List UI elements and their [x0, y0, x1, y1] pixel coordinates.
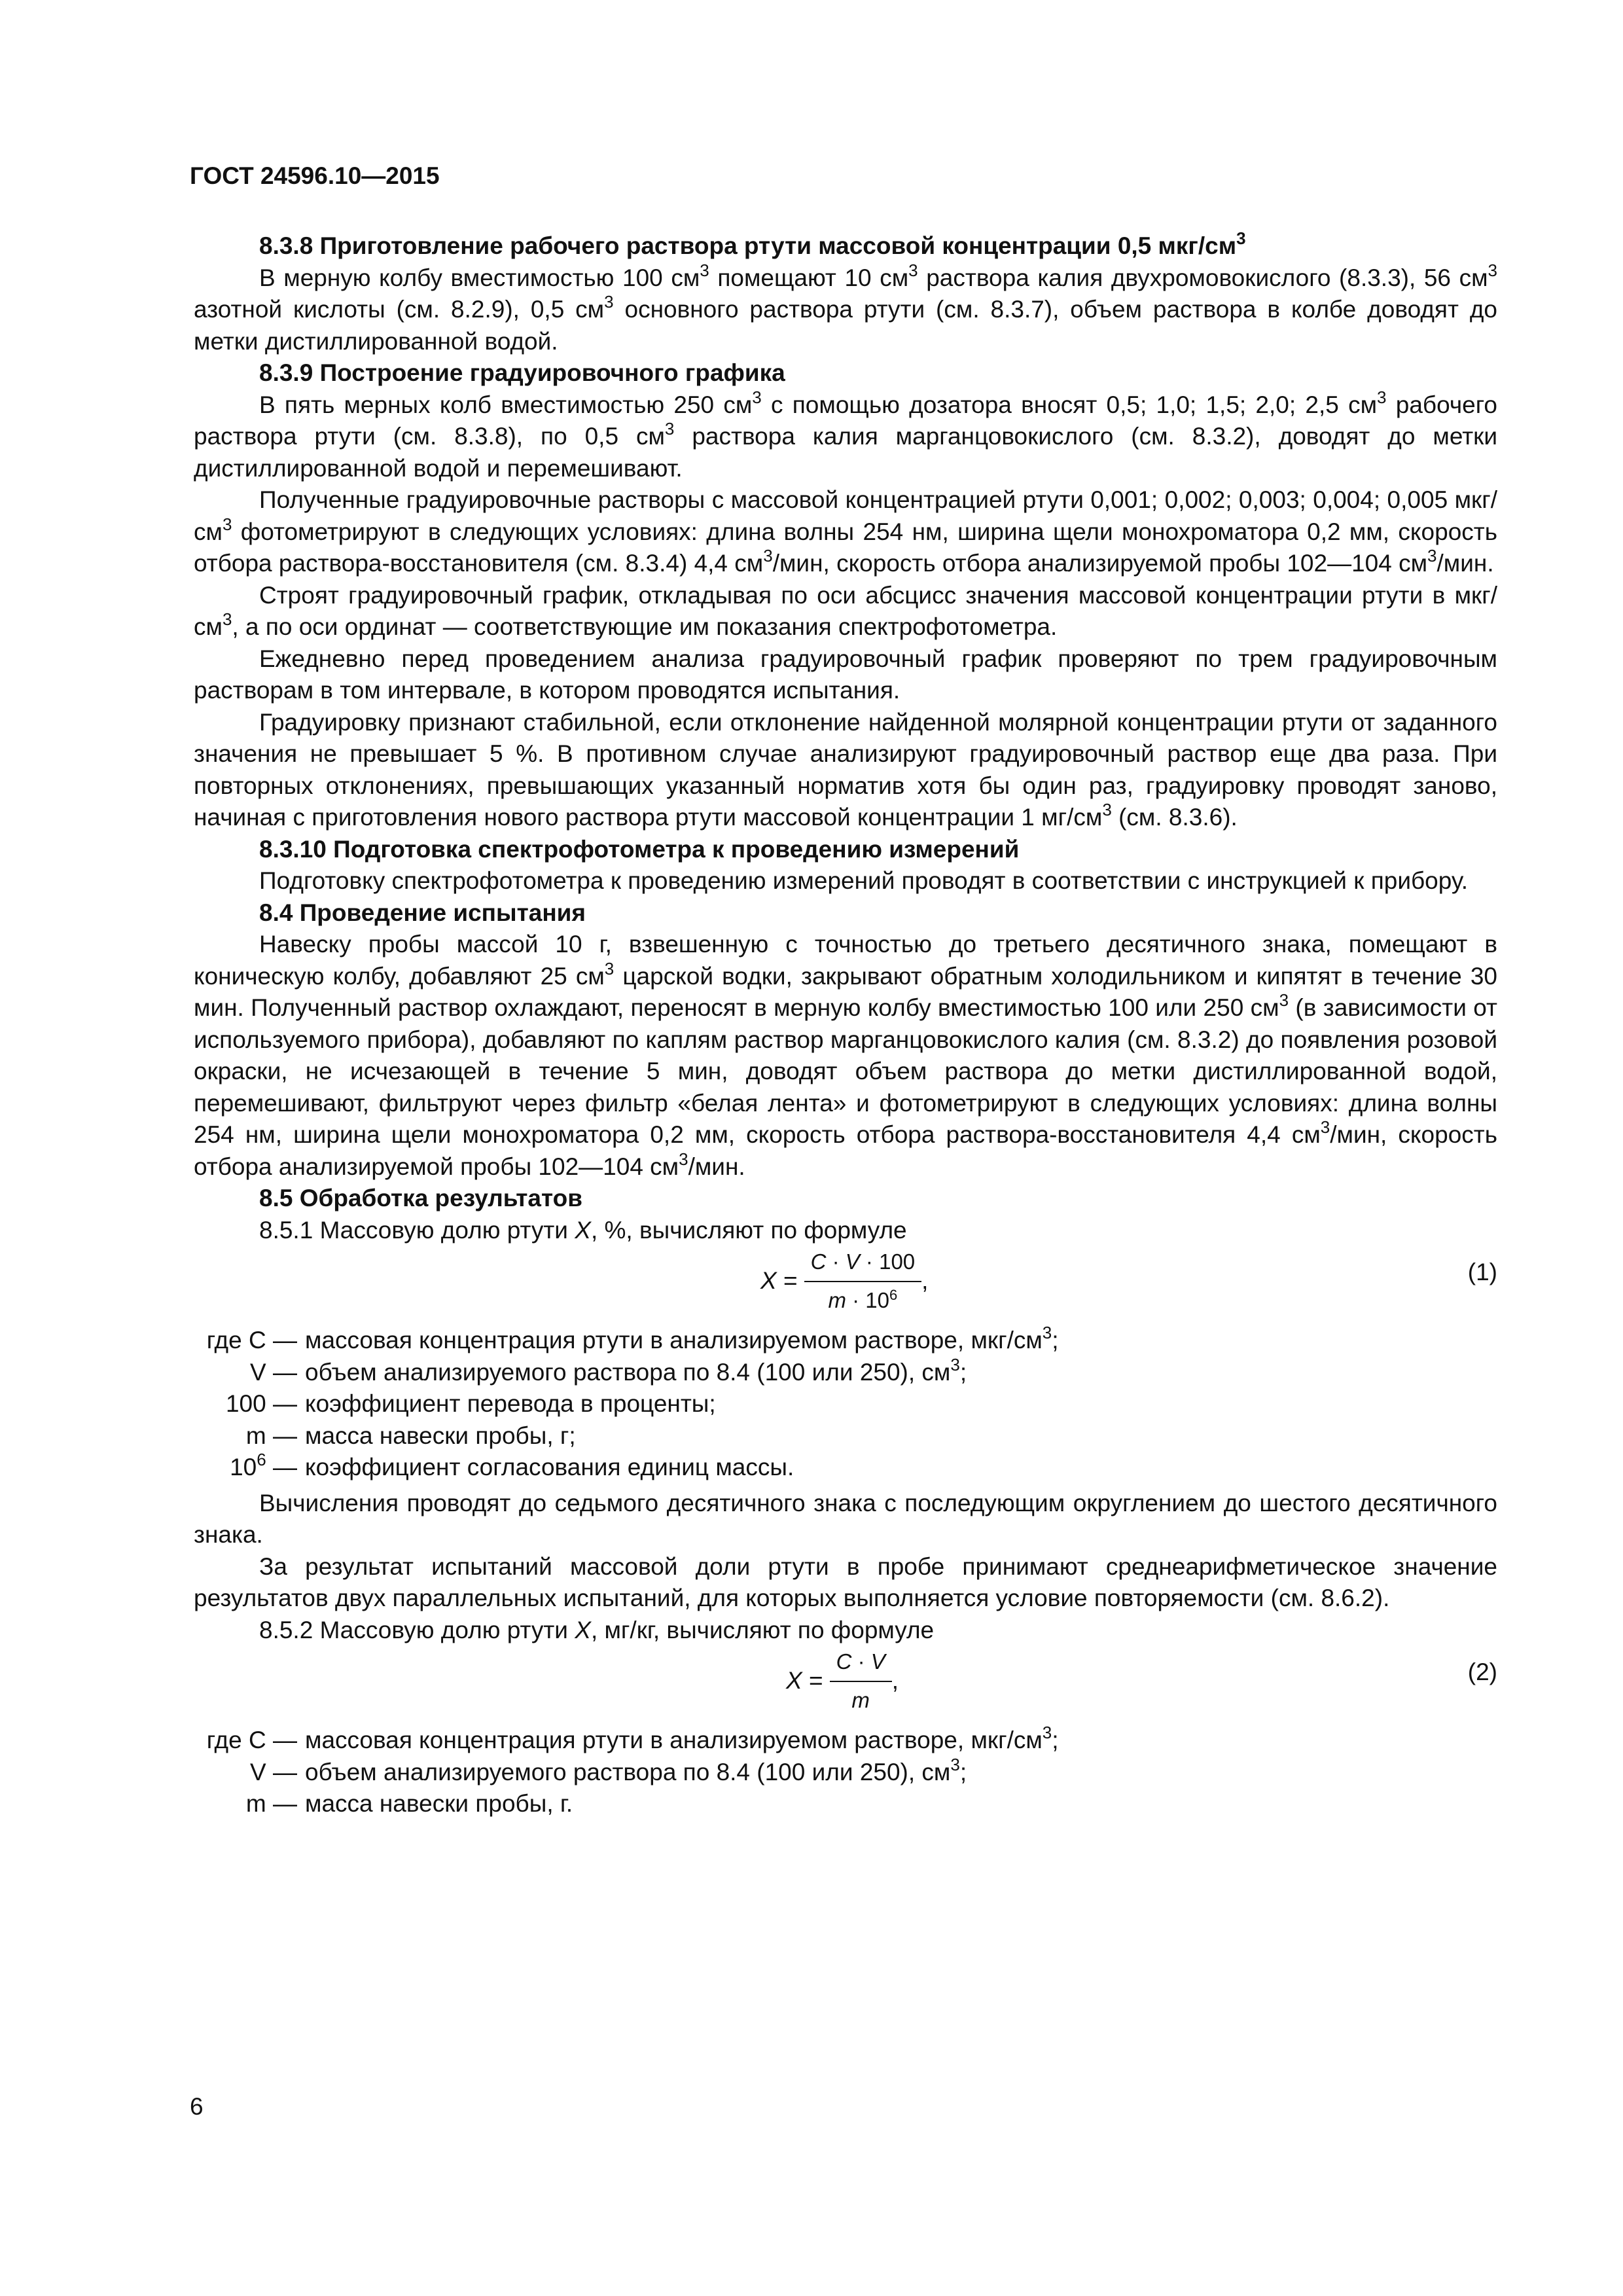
formula-1	[194, 1246, 1497, 1318]
where-item: V — объем анализируемого раствора по 8.4 (100 или 250), $см^3$;	[250, 1754, 967, 1785]
heading-8-3-9: 8.3.9 Построение градуировочного графика	[259, 359, 785, 386]
paragraph: Подготовку спектрофотометра к проведению измерений проводят в соответствии с инструкцией к прибору.	[259, 867, 1469, 894]
paragraph-8-5-2: 8.5.2 Массовую долю ртути X, мг/кг, вычисляют по формуле	[259, 1616, 935, 1643]
where-item: 100 — коэффициент перевода в проценты;	[225, 1390, 716, 1417]
formula-1-fraction	[804, 1246, 922, 1316]
paragraph: Строят градуировочный график, откладывая по оси абсцисс значения массовой концентрации ртути в мкг/$см^3$, а по оси ординат — соответствующие им показания спектрофотометра.	[194, 581, 1497, 640]
paragraph: Ежедневно перед проведением анализа градуировочный график проверяют по трем градуировочным растворам в том интервале, в котором проводятся испытания.	[194, 645, 1497, 704]
paragraph: В мерную колбу вместимостью 100 $см^3$ помещают 10 $см^3$ раствора калия двухромовокислого (8.3.3), 56 $см^3$ азотной кислоты (см. 8.2.9), 0,5 $см^3$ основного раствора ртути (см. 8.3.7), объем раствора в колбе доводят до метки дистиллированной водой.	[194, 260, 1498, 355]
paragraph: Градуировку признают стабильной, если отклонение найденной молярной концентрации ртути от заданного значения не превышает 5 %. В противном случае анализируют градуировочный раствор еще два раза. При повторных отклонениях, превышающих указанный норматив хотя бы один раз, градуировку проводят заново, начиная с приготовления нового раствора ртути массовой концентрации 1 $мг/см^3$ (см. 8.3.6).	[194, 708, 1497, 831]
paragraph: Вычисления проводят до седьмого десятичного знака с последующим округлением до шестого десятичного знака.	[194, 1489, 1497, 1548]
paragraph: Навеску пробы массой 10 г, взвешенную с точностью до третьего десятичного знака, помещают в коническую колбу, добавляют 25 $см^3$ царской водки, закрывают обратным холодильником и кипятят в течение 30 мин. Полученный раствор охлаждают, переносят в мерную колбу вместимостью 100 или 250 $см^3$ (в зависимости от используемого прибора), добавляют по каплям раствор марганцовокислого калия (см. 8.3.2) до появления розовой окраски, не исчезающей в течение 5 мин, доводят объем раствора до метки дистиллированной водой, перемешивают, фильтруют через фильтр «белая лента» и фотометрируют в следующих условиях: длина волны 254 нм, ширина щели монохроматора 0,2 мм, скорость отбора раствора-восстановителя 4,4 $см^3$/мин, скорость отбора анализируемой пробы 102—104 $см^3$/мин.	[194, 931, 1497, 1180]
page-number: 6	[190, 2093, 204, 2120]
equation-number-1: (1)	[1467, 1259, 1497, 1285]
formula-1-numerator: C · V · 100	[804, 1246, 922, 1282]
formula-2	[194, 1646, 1497, 1718]
paragraph: В пять мерных колб вместимостью 250 $см^3$ с помощью дозатора вносят 0,5; 1,0; 1,5; 2,0; 2,5 $см^3$ рабочего раствора ртути (см. 8.3.8), по 0,5 $см^3$ раствора калия марганцовокислого (см. 8.3.2), доводят до метки дистиллированной водой и перемешивают.	[194, 387, 1497, 482]
formula-2-denominator: m	[851, 1687, 870, 1712]
equation-number-2: (2)	[1467, 1659, 1497, 1685]
heading-8-3-8: 8.3.8 Приготовление рабочего раствора ртути массовой концентрации 0,5 мкг/$см^3$	[259, 228, 1246, 259]
heading-8-3-10: 8.3.10 Подготовка спектрофотометра к проведению измерений	[259, 835, 1020, 863]
where-item: где C — массовая концентрация ртути в анализируемом растворе, мкг/$см^3$;	[206, 1723, 1059, 1753]
where-list-1	[194, 1325, 1497, 1484]
paragraph-8-5-1: 8.5.1 Массовую долю ртути X, %, вычисляют по формуле	[259, 1216, 907, 1244]
standard-code: ГОСТ 24596.10—2015	[190, 162, 440, 189]
where-list-2	[194, 1725, 1497, 1820]
paragraph: За результат испытаний массовой доли ртути в пробе принимают среднеарифметическое значение результатов двух параллельных испытаний, для которых выполняется условие повторяемости (см. 8.6.2).	[194, 1552, 1497, 1611]
heading-8-4: 8.4 Проведение испытания	[259, 899, 586, 926]
formula-1-expression: X = $\frac{C \cdot V \cdot 100}{m \cdot 10^6}$ ,	[760, 1246, 928, 1316]
where-item: m — масса навески пробы, г.	[245, 1790, 573, 1817]
where-item: где C — массовая концентрация ртути в анализируемом растворе, мкг/$см^3$;	[206, 1323, 1059, 1354]
formula-2-expression: X = $\frac{C \cdot V}{m}$ ,	[786, 1646, 899, 1716]
page-content	[194, 230, 1497, 1824]
formula-2-fraction	[830, 1646, 892, 1716]
paragraph: Полученные градуировочные растворы с массовой концентрацией ртути 0,001; 0,002; 0,003; 0,004; 0,005 мкг/$см^3$ фотометрируют в следующих условиях: длина волны 254 нм, ширина щели монохроматора 0,2 мм, скорость отбора раствора-восстановителя (см. 8.3.4) 4,4 $см^3$/мин, скорость отбора анализируемой пробы 102—104 $см^3$/мин.	[194, 486, 1497, 577]
formula-1-denominator: $m \cdot 10^6$	[828, 1286, 898, 1312]
where-item: $10^6$ — коэффициент согласования единиц массы.	[230, 1450, 794, 1480]
formula-2-numerator: C · V	[830, 1646, 892, 1682]
where-item: V — объем анализируемого раствора по 8.4 (100 или 250), $см^3$;	[250, 1354, 967, 1386]
heading-8-5: 8.5 Обработка результатов	[259, 1185, 582, 1211]
where-item: m — масса навески пробы, г;	[245, 1422, 576, 1449]
